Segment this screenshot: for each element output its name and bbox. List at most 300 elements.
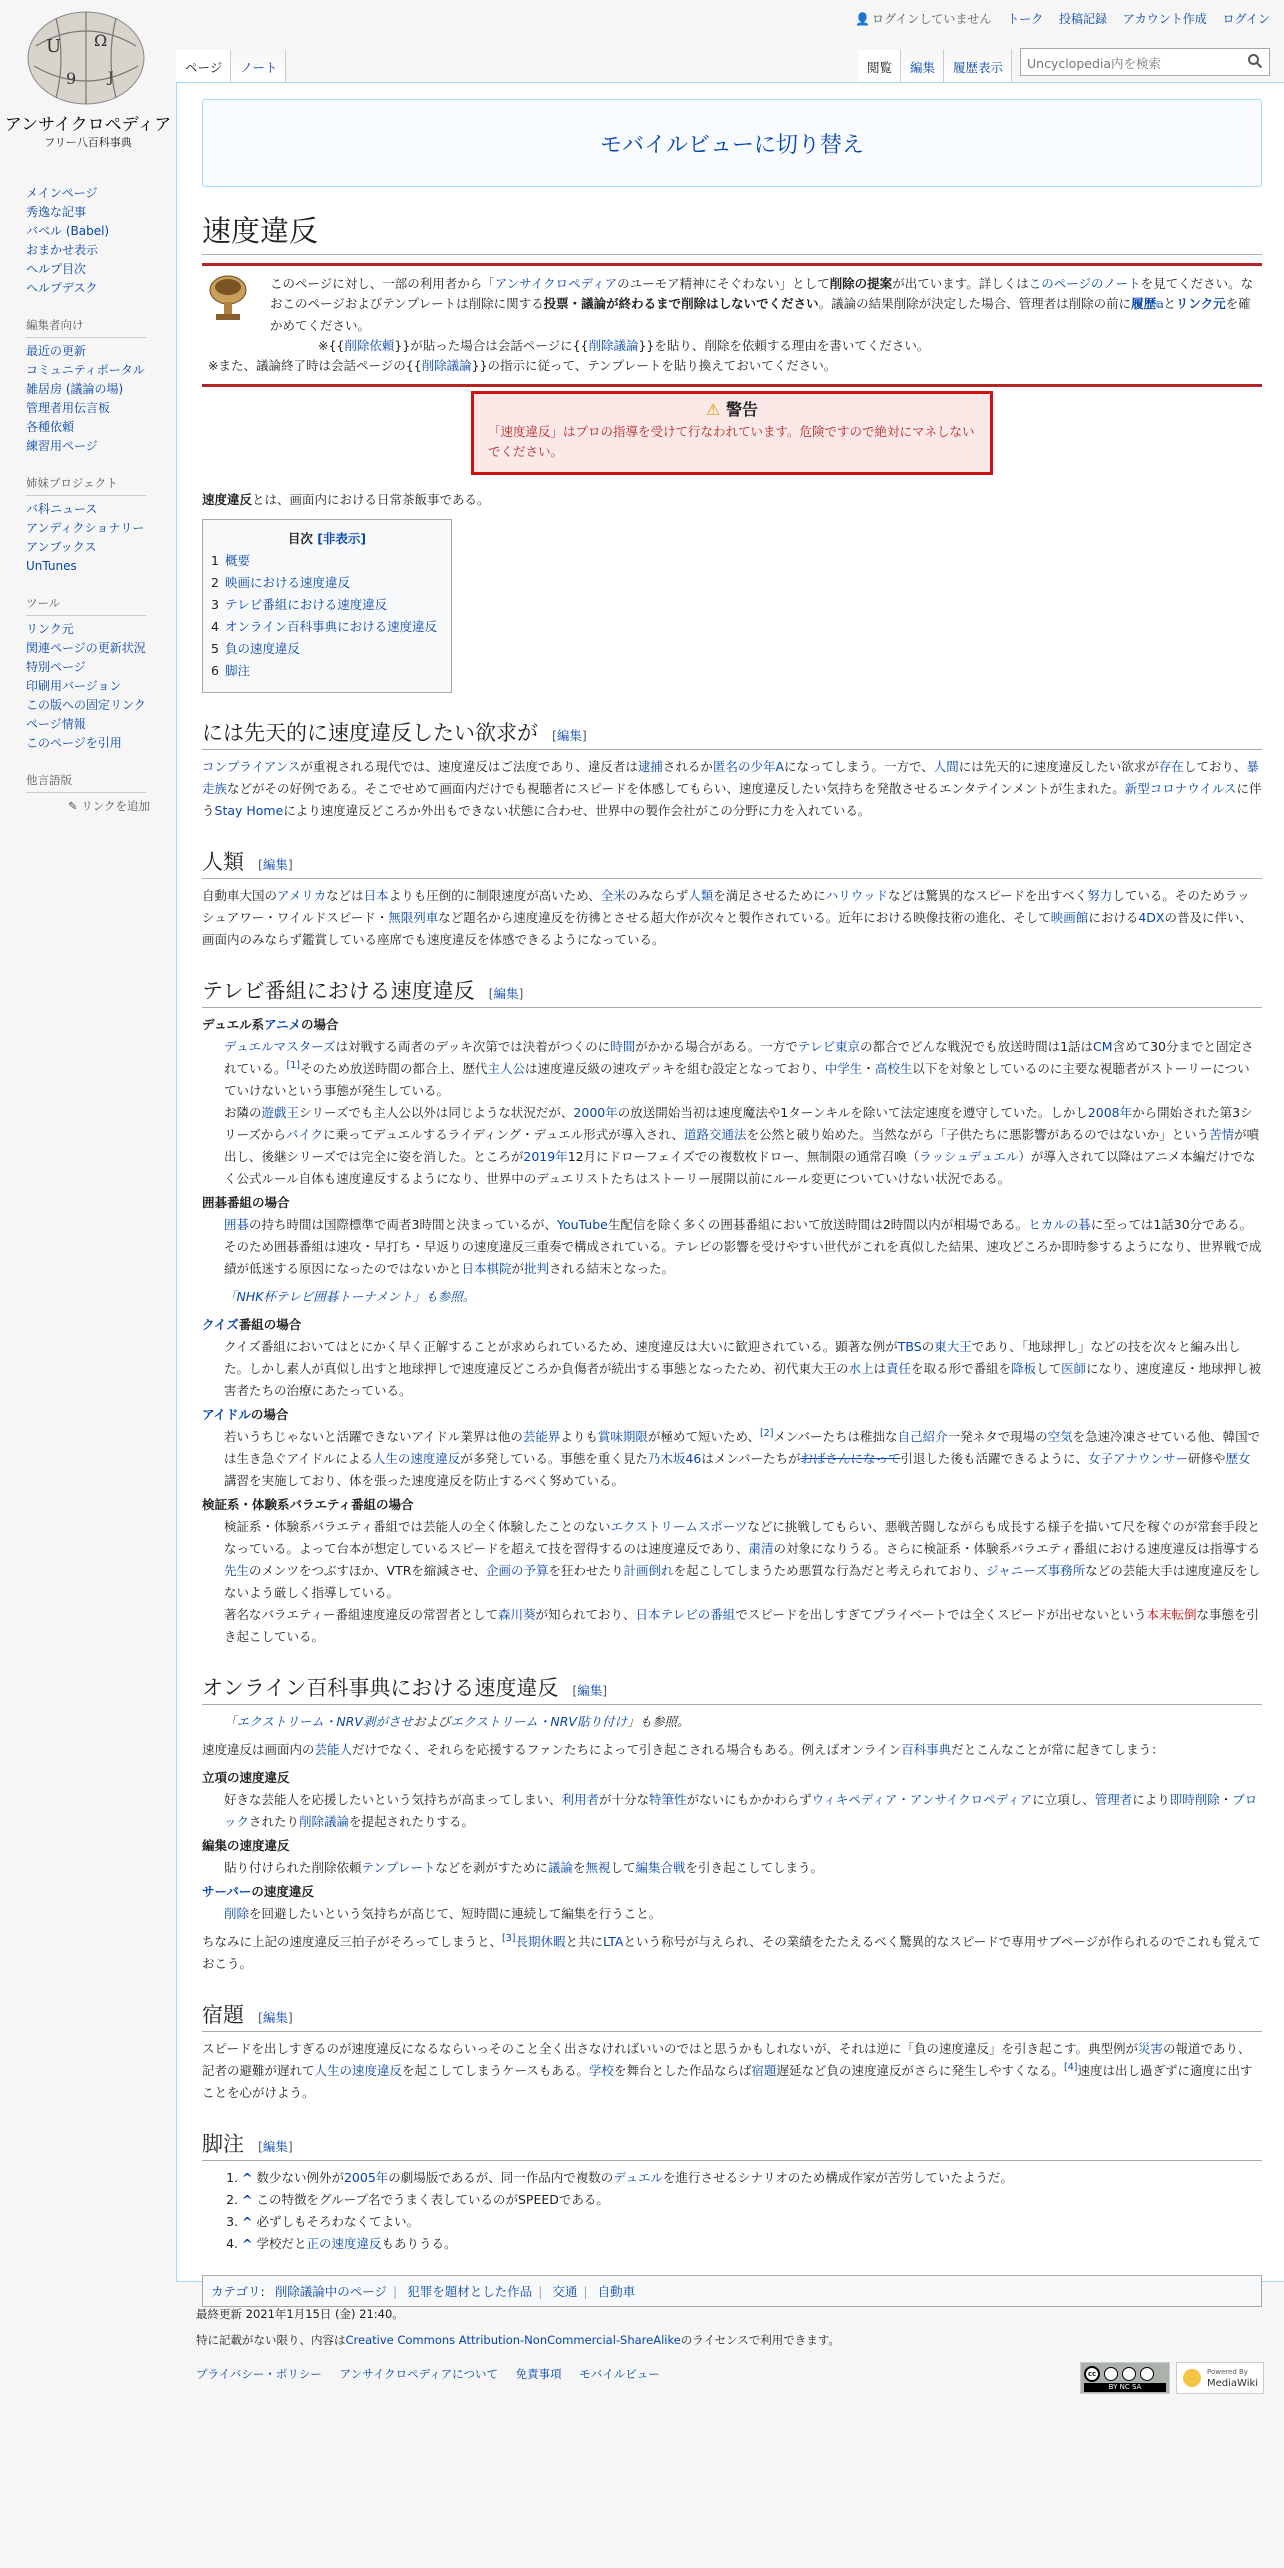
footnote-ref[interactable]: [2] [759, 1427, 774, 1439]
notice-text: が出ています。詳しくは [892, 276, 1029, 291]
toc-title-text: 目次 [287, 531, 313, 546]
link[interactable]: 逮捕 [637, 759, 663, 774]
online-paragraph-2 [202, 1931, 1262, 1975]
sidebar-item-random[interactable]: おまかせ表示 [26, 243, 99, 257]
link[interactable]: 正の速度違反 [306, 2236, 382, 2251]
sidebar-item-recent-changes[interactable]: 最近の更新 [26, 344, 87, 358]
sidebar-item-whatlinkshere[interactable]: リンク元 [26, 622, 74, 636]
link[interactable]: アイドル [202, 1407, 251, 1422]
toc-title [211, 528, 443, 550]
link[interactable]: 日本テレビの番組 [635, 1607, 736, 1622]
sidebar [26, 184, 176, 816]
text: だとこんなことが常に起きてしまう： [951, 1742, 1164, 1757]
notice-line-2 [270, 336, 1258, 356]
trophy-cup-icon [206, 272, 250, 324]
sidebar-item-untunes[interactable]: UnTunes [26, 559, 77, 573]
text: により [1132, 1792, 1170, 1807]
link[interactable]: 賞味期限 [597, 1429, 648, 1444]
notice-link-deldisc[interactable]: 削除議論 [588, 338, 639, 353]
text: 講習を実施しており、体を張った速度違反を防止するべく努めている。 [224, 1473, 625, 1488]
link[interactable]: 長期休暇 [515, 1934, 566, 1949]
tab-history[interactable]: 履歴表示 [944, 50, 1012, 82]
toc-num: 3 [211, 597, 219, 612]
section-edit-link[interactable]: [編集] [572, 1683, 608, 1698]
toc-num: 2 [211, 575, 219, 590]
link[interactable]: 削除 [224, 1906, 250, 1921]
link[interactable]: アニメ [264, 1017, 302, 1032]
text: に立項し、 [1032, 1792, 1095, 1807]
footnote-ref[interactable]: [3] [502, 1932, 516, 1944]
link[interactable]: 2000年 [573, 1105, 618, 1120]
category-link[interactable]: 犯罪を題材とした作品 [407, 2284, 533, 2299]
section-edit-link[interactable]: [編集] [488, 986, 524, 1001]
text: を [572, 1860, 586, 1875]
license-link[interactable]: Creative Commons Attribution-NonCommercial-ShareAlike [345, 2333, 681, 2347]
toc-num: 6 [211, 663, 219, 678]
mobile-view-link[interactable]: モバイルビューに切り替え [599, 133, 864, 158]
edit-link[interactable]: 編集 [577, 1683, 603, 1698]
link[interactable]: デュエル [613, 2170, 663, 2185]
section-heading-text: 宿題 [202, 2003, 244, 2027]
text: だけでなく、それらを応援するファンたちによって引き起こされる場合もある。例えばオンライン [352, 1742, 902, 1757]
go-paragraph [224, 1214, 1262, 1280]
text: されたり [249, 1814, 300, 1829]
tab-page[interactable]: ページ [176, 50, 231, 82]
duel-paragraph-2 [224, 1102, 1262, 1190]
text: メンバーたちは稚拙な [773, 1429, 898, 1444]
text: の [921, 1339, 935, 1354]
text: を急速冷凍させている他、韓国では生き急ぐアイドルによる [224, 1429, 1261, 1466]
category-link[interactable]: 交通 [552, 2284, 578, 2299]
sidebar-item-related-changes[interactable]: 関連ページの更新状況 [26, 641, 146, 655]
link[interactable]: 企画の予算 [486, 1563, 549, 1578]
toc-item[interactable] [211, 660, 443, 682]
text: の持ち時間は国際標準で両者3時間と決まっているが、 [249, 1217, 557, 1232]
link[interactable]: ヒカルの碁 [1028, 1217, 1091, 1232]
subheading-quiz [202, 1314, 1262, 1336]
link[interactable]: 芸能界 [522, 1429, 561, 1444]
toc-toggle[interactable]: [非表示] [317, 531, 367, 546]
toc-link[interactable]: 脚注 [224, 663, 250, 678]
notice-line-1 [270, 274, 1258, 336]
notice-link-deldisc-2[interactable]: 削除議論 [421, 358, 472, 373]
section-edit-link[interactable]: [編集] [258, 2010, 293, 2025]
notice-link-delreq[interactable]: 削除依頼 [344, 338, 395, 353]
link[interactable]: 高校生 [874, 1061, 913, 1076]
sidebar-item-undictionary[interactable]: アンディクショナリー [26, 521, 145, 535]
text: が十分な [599, 1792, 650, 1807]
footnote-backlink[interactable]: ^ [242, 2170, 253, 2185]
link[interactable]: 管理者 [1094, 1792, 1133, 1807]
link[interactable]: エクストリーム・NRV貼り付け [450, 1714, 627, 1729]
category-label[interactable]: カテゴリ [211, 2284, 261, 2299]
category-links [202, 2275, 1262, 2307]
footnote-backlink[interactable]: ^ [242, 2236, 253, 2251]
text: などを剥がすために [435, 1860, 548, 1875]
notice-link-whatlinkshere[interactable]: リンク元 [1175, 296, 1226, 311]
quiz-paragraph [224, 1336, 1262, 1402]
footnote-ref[interactable]: [4] [1063, 2061, 1078, 2073]
link[interactable]: エクストリームスポーツ [610, 1519, 748, 1534]
link[interactable]: バイク [285, 1127, 324, 1142]
link[interactable]: ラッシュデュエル [919, 1149, 1019, 1164]
toc-link[interactable]: オンライン百科事典における速度違反 [224, 619, 438, 634]
link[interactable]: 「NHK杯テレビ囲碁トーナメント」も参照。 [224, 1289, 476, 1304]
link[interactable]: 囲碁 [224, 1217, 250, 1232]
sidebar-item-cite[interactable]: このページを引用 [26, 736, 122, 750]
mediawiki-icon [1183, 2369, 1201, 2387]
sidebar-item-permalink[interactable]: この版への固定リンク [26, 698, 146, 712]
text: 数少ない例外が [256, 2170, 344, 2185]
toc-item[interactable] [211, 572, 443, 594]
link[interactable]: ジャニーズ事務所 [986, 1563, 1086, 1578]
link[interactable]: 新型コロナウイルス [1124, 781, 1237, 796]
sidebar-heading-editors: 編集者向け [26, 316, 146, 338]
link[interactable]: コンプライアンス [202, 759, 301, 774]
link[interactable]: 日本棋院 [461, 1261, 512, 1276]
text: もありうる。 [381, 2236, 457, 2251]
text: よりも圧倒的に制限速度が高いため、 [388, 888, 601, 903]
link[interactable]: LTA [603, 1934, 624, 1949]
tab-talk[interactable]: ノート [231, 50, 286, 82]
link[interactable]: 自己紹介 [897, 1429, 948, 1444]
text: など題名から速度違反を彷彿とさせる超大作が次々と製作されている。近年における映像技術の進化、そして [438, 910, 1051, 925]
cc-label: BY NC SA [1084, 2383, 1166, 2392]
text: 「 [224, 1714, 237, 1729]
text: 若いうちじゃないと活躍できないアイドル業界は他の [224, 1429, 523, 1444]
mobile-view-banner[interactable] [202, 99, 1262, 187]
text: ・ [862, 1061, 875, 1076]
text: を満足させるために [713, 888, 826, 903]
footnote-ref[interactable]: [1] [286, 1059, 300, 1071]
text: が知られており、 [535, 1607, 636, 1622]
link[interactable]: 人生の速度違反 [372, 1451, 461, 1466]
sidebar-item-print[interactable]: 印刷用バージョン [26, 679, 122, 693]
link[interactable]: 削除議論 [299, 1814, 350, 1829]
cc-icon: cc [1084, 2366, 1100, 2382]
text: でスピードを出しすぎてプライベートでは全くスピードが出せないという [735, 1607, 1147, 1622]
footer-link-disclaimer[interactable]: 免責事項 [515, 2367, 562, 2381]
text: 研修や [1188, 1451, 1226, 1466]
link[interactable]: 責任 [886, 1361, 912, 1376]
text: に至っては1話30分である。そのため囲碁番組は速攻・早打ち・早返りの速度違反三重奏で構成されている。テレビの影響を受けやすい世代がこれを真似した結果、速攻どころか即時参するようになり、世界戦で成績が低迷する原因になったのではないかと [224, 1217, 1262, 1276]
text: などは [326, 888, 364, 903]
sidebar-item-special-pages[interactable]: 特別ページ [26, 660, 86, 674]
server-paragraph [224, 1903, 1262, 1925]
svg-text:Ω: Ω [94, 31, 108, 50]
section-heading-overview [202, 717, 1262, 750]
section-heading-text: 人類 [202, 850, 244, 874]
cc-icons [1084, 2366, 1166, 2382]
text: ちなみに上記の速度違反三拍子がそろってしまうと、 [202, 1934, 503, 1949]
footnote-backlink[interactable]: ^ [242, 2214, 253, 2229]
link[interactable]: 特筆性 [649, 1792, 687, 1807]
search-input[interactable] [1020, 48, 1270, 76]
sidebar-item-featured[interactable]: 秀逸な記事 [26, 205, 87, 219]
link[interactable]: 学校 [588, 2063, 614, 2078]
sidebar-heading-languages: 他言語版 [26, 771, 146, 793]
text: 」も参照。 [626, 1714, 690, 1729]
footnote-item [242, 2189, 1262, 2211]
editing-paragraph [224, 1857, 1262, 1879]
toc-link[interactable]: 概要 [224, 553, 250, 568]
link[interactable]: 即時削除 [1169, 1792, 1220, 1807]
text: のライセンスで利用できます。 [680, 2333, 840, 2347]
edit-link[interactable]: 編集 [556, 728, 582, 743]
contributions-link[interactable]: 投稿記録 [1059, 12, 1108, 26]
separator: | [583, 2284, 588, 2299]
link[interactable]: 人類 [688, 888, 714, 903]
link[interactable]: 日本 [363, 888, 389, 903]
deletion-notice [202, 263, 1262, 387]
link[interactable]: CM [1093, 1039, 1113, 1054]
text: になってしまう。一方で、 [784, 759, 934, 774]
sidebar-item-help[interactable]: ヘルプ目次 [26, 262, 87, 276]
sidebar-item-page-info[interactable]: ページ情報 [26, 717, 86, 731]
link[interactable]: 医師 [1061, 1361, 1087, 1376]
text: がないにもかかわらず [686, 1792, 812, 1807]
sidebar-item-unbooks[interactable]: アンブックス [26, 540, 97, 554]
link[interactable]: Stay Home [214, 803, 284, 818]
text: を公然と破り始めた。当然ながら「子供たちに悪影響があるのではないか」という [746, 1127, 1210, 1142]
link[interactable]: 女子アナウンサー [1088, 1451, 1189, 1466]
link[interactable]: YouTube [556, 1217, 608, 1232]
search-icon[interactable] [1247, 53, 1263, 69]
duel-paragraph-1 [224, 1036, 1262, 1102]
link[interactable]: 2005年 [343, 2170, 389, 2185]
category-link[interactable]: 削除議論中のページ [274, 2284, 387, 2299]
text: を提起されたりする。 [349, 1814, 475, 1829]
link[interactable]: 森川葵 [498, 1607, 536, 1622]
link[interactable]: 東大王 [934, 1339, 972, 1354]
text: 検証系・体験系バラエティ番組では芸能人の全く体験したことのない [224, 1519, 611, 1534]
create-account-link[interactable]: アカウント作成 [1122, 12, 1207, 26]
edit-link[interactable]: 編集 [493, 986, 519, 1001]
link[interactable]: 2008年 [1087, 1105, 1133, 1120]
text: を回避したいという気持ちが高じて、短時間に連続して編集を行うこと。 [249, 1906, 662, 1921]
link[interactable]: 降板 [1011, 1361, 1037, 1376]
link[interactable]: 無限列車 [388, 910, 439, 925]
notice-link-talk[interactable]: このページのノート [1028, 276, 1141, 291]
link[interactable]: サーバー [202, 1884, 252, 1899]
link[interactable]: 時間 [610, 1039, 636, 1054]
text: 速度違反は画面内の [202, 1742, 315, 1757]
text: および [412, 1714, 451, 1729]
link[interactable]: TBS [897, 1339, 922, 1354]
link[interactable]: 人間 [933, 759, 959, 774]
link[interactable]: 主人公 [487, 1061, 526, 1076]
content-area [176, 82, 1284, 2299]
link[interactable]: 遊戯王 [261, 1105, 300, 1120]
text: を進行させるシナリオのため構成作家が苦労していたようだ。 [662, 2170, 1013, 2185]
notice-text: このページに対し、一部の利用者から「 [270, 276, 495, 291]
section-edit-link[interactable]: [編集] [258, 857, 293, 872]
talk-link[interactable]: トーク [1007, 12, 1044, 26]
sidebar-item-main-page[interactable]: メインページ [26, 186, 98, 200]
section-edit-link[interactable]: [編集] [258, 2139, 293, 2154]
by-icon [1104, 2367, 1118, 2381]
link[interactable]: テレビ東京 [797, 1039, 861, 1054]
link[interactable]: 災害 [1138, 2041, 1164, 2056]
link-struck[interactable]: おばさんになって [800, 1451, 901, 1466]
link[interactable]: 先生 [224, 1563, 250, 1578]
link[interactable]: 計画倒れ [623, 1563, 674, 1578]
toc-item[interactable] [211, 638, 443, 660]
link[interactable]: 4DX [1138, 910, 1165, 925]
user-status [855, 12, 991, 26]
link[interactable]: 苦情 [1209, 1127, 1235, 1142]
link[interactable]: ハリウッド [825, 888, 889, 903]
warning-title-text: 警告 [725, 400, 758, 419]
text: を取る形で番組を [911, 1361, 1012, 1376]
subheading-editing: 編集の速度違反 [202, 1838, 290, 1853]
text: であり、「地球押し」などの技を次々と編み出した。しかし素人が真似し出すと地球押しで速度違反どころか負傷者が続出する事態となったため、初代東大王の [224, 1339, 1241, 1376]
text: ）が導入されて以降はアニメ本編だけでなく公式ルール自体も速度違反するようになり、世界中のデュエリストたちはストーリー展開以前にルール変更についていけない状況である。 [224, 1149, 1256, 1186]
link[interactable]: 議論 [547, 1860, 573, 1875]
notice-link-uncyclopedia[interactable]: アンサイクロペディア [494, 276, 618, 291]
link[interactable]: 空気 [1047, 1429, 1073, 1444]
link[interactable]: 編集合戦 [635, 1860, 686, 1875]
notice-link-history[interactable]: 履歴 [1131, 296, 1157, 311]
link[interactable]: 芸能人 [314, 1742, 353, 1757]
link[interactable]: 2019年 [523, 1149, 568, 1164]
footer-link-about[interactable]: アンサイクロペディアについて [339, 2367, 498, 2381]
link[interactable]: 映画館 [1050, 910, 1089, 925]
link[interactable]: 百科事典 [901, 1742, 952, 1757]
footnote-backlink[interactable]: ^ [242, 2192, 253, 2207]
link[interactable]: 全米 [600, 888, 626, 903]
variety-paragraph-2 [224, 1604, 1262, 1648]
personal-tools [843, 10, 1270, 27]
subheading-creation: 立項の速度違反 [202, 1770, 290, 1785]
text: 番組の場合 [238, 1317, 302, 1332]
mediawiki-badge[interactable] [1176, 2362, 1264, 2394]
variety-paragraph-1 [224, 1516, 1262, 1604]
tab-edit[interactable]: 編集 [901, 50, 944, 82]
text: になり、速度違反・地球押し被害者たちの治療にあたっている。 [224, 1361, 1262, 1398]
link[interactable]: 人生の速度違反 [314, 2063, 403, 2078]
subheading-duel [202, 1014, 1262, 1036]
notice-text: と [1163, 296, 1176, 311]
cc-license-badge[interactable] [1080, 2362, 1170, 2394]
sidebar-item-admin-board[interactable]: 管理者用伝言板 [26, 401, 111, 415]
footer-link-mobile[interactable]: モバイルビュー [579, 2367, 660, 2381]
notice-text: ※また、議論終了時は会話ページの{{ [208, 358, 422, 373]
link[interactable]: 中学生 [824, 1061, 863, 1076]
text: 以下を対象としているのに主要な視聴者がストーリーについていけないという事態が発生している。 [224, 1061, 1250, 1098]
notice-text: を確かめてください。 [270, 296, 1251, 333]
negative-paragraph [202, 2038, 1262, 2104]
link[interactable]: 存在 [1158, 759, 1184, 774]
text: が噴出し、後継シリーズでは完全に姿を消した。ところが [224, 1127, 1260, 1164]
toc-item[interactable] [211, 594, 443, 616]
link[interactable]: 乃木坂46 [647, 1451, 702, 1466]
sidebar-item-portal[interactable]: コミュニティポータル [26, 363, 145, 377]
subheading-idol [202, 1404, 1262, 1426]
link[interactable]: 道路交通法 [684, 1127, 747, 1142]
subheading-go: 囲碁番組の場合 [202, 1195, 290, 1210]
link[interactable]: クイズ [202, 1317, 239, 1332]
sidebar-item-babel[interactable]: バベル (Babel) [26, 224, 110, 238]
edit-link[interactable]: 編集 [262, 2010, 288, 2025]
category-link[interactable]: 自動車 [597, 2284, 636, 2299]
see-also-hatnote [224, 1711, 1262, 1733]
text: 遅延など負の速度違反がさらに発生しやすくなる。 [776, 2063, 1064, 2078]
toc-link[interactable]: 負の速度違反 [224, 641, 300, 656]
edit-link[interactable]: 編集 [262, 857, 288, 872]
subheading-variety: 検証系・体験系バラエティ番組の場合 [202, 1497, 414, 1512]
nc-icon [1122, 2367, 1136, 2381]
login-link[interactable]: ログイン [1222, 12, 1270, 26]
redlink[interactable]: 本末転倒 [1146, 1607, 1197, 1622]
notice-line-3 [206, 356, 1258, 376]
sidebar-item-village-pump[interactable]: 雑居房 (議論の場) [26, 382, 124, 396]
link[interactable]: エクストリーム・NRV剥がさせ [236, 1714, 413, 1729]
section-edit-link[interactable]: [編集] [552, 728, 587, 743]
section-heading-text: オンライン百科事典における速度違反 [202, 1676, 559, 1700]
text: を舞台とした作品ならば [613, 2063, 752, 2078]
link[interactable]: 宿題 [751, 2063, 777, 2078]
namespace-tabs [176, 50, 286, 82]
link[interactable]: 無視 [585, 1860, 611, 1875]
link[interactable]: 利用者 [561, 1792, 600, 1807]
text: の報道であり、記者の避難が遅れて [202, 2041, 1251, 2078]
edit-link[interactable]: 編集 [262, 2139, 288, 2154]
idol-paragraph [224, 1426, 1262, 1492]
toc-link[interactable]: 映画における速度違反 [224, 575, 350, 590]
toc-link[interactable]: テレビ番組における速度違反 [224, 597, 388, 612]
link[interactable]: ブロック [224, 1792, 1258, 1829]
link[interactable]: 歴女 [1225, 1451, 1251, 1466]
text: により速度違反どころか外出もできない状態に合わせ、世界中の製作会社がこの分野に力を入れている。 [283, 803, 871, 818]
movies-paragraph [202, 885, 1262, 951]
link[interactable]: 暴走族 [202, 759, 1259, 796]
text: 特に記載がない限り、内容は [196, 2333, 346, 2347]
warning-text: 「速度違反」はプロの指導を受けて行なわれています。危険ですので絶対にマネしないでください。 [488, 424, 975, 459]
text: などは驚異的なスピードを出すべく [888, 888, 1088, 903]
link[interactable]: デュエルマスターズ [224, 1039, 336, 1054]
search-placeholder: Uncyclopedia内を検索 [1027, 56, 1162, 71]
link[interactable]: アメリカ [277, 888, 327, 903]
sidebar-item-requests[interactable]: 各種依頼 [26, 420, 75, 434]
link[interactable]: 批判 [524, 1261, 550, 1276]
text: の場合 [301, 1017, 339, 1032]
link[interactable]: 努力 [1087, 888, 1113, 903]
text: が重視される現代では、速度違反はご法度であり、違反者は [300, 759, 638, 774]
site-logo[interactable] [0, 0, 176, 160]
toc-item[interactable] [211, 616, 443, 638]
link[interactable]: 水上 [848, 1361, 874, 1376]
link[interactable]: 匿名の少年A [712, 759, 784, 774]
link[interactable]: ウィキペディア・アンサイクロペディア [811, 1792, 1033, 1807]
sidebar-item-sandbox[interactable]: 練習用ページ [26, 439, 98, 453]
link[interactable]: テンプレート [361, 1860, 436, 1875]
lead-text: とは、画面内における日常茶飯事である。 [252, 492, 490, 507]
link[interactable]: 粛清 [748, 1541, 774, 1556]
page-title: 速度違反 [202, 209, 1262, 255]
online-paragraph-1 [202, 1739, 1262, 1761]
sidebar-item-helpdesk[interactable]: ヘルプデスク [26, 281, 98, 295]
sidebar-item-unnews[interactable]: バ科ニュース [26, 502, 98, 516]
add-links-button[interactable] [26, 797, 150, 816]
user-icon: 👤 [855, 12, 870, 26]
text: のみならず [625, 888, 689, 903]
tab-read[interactable]: 閲覧 [858, 50, 901, 82]
text: に乗ってデュエルするライディング・デュエル形式が導入され、 [323, 1127, 685, 1142]
toc-item[interactable] [211, 550, 443, 572]
toc-num: 4 [211, 619, 219, 634]
footer-link-privacy[interactable]: プライバシー・ポリシー [196, 2367, 322, 2381]
